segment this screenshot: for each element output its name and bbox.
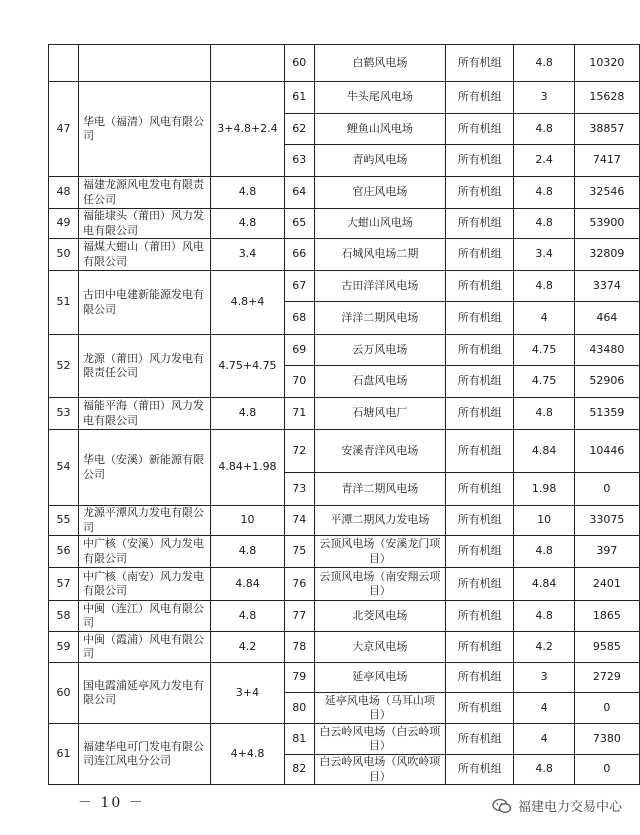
capacity-cell: 4+4.8 xyxy=(211,724,284,785)
station-capacity-cell: 4.8 xyxy=(514,536,574,568)
energy-value-cell: 0 xyxy=(574,693,639,724)
company-serial-cell: 57 xyxy=(49,568,79,601)
station-name-cell: 云顶风电场（安溪龙门项目） xyxy=(314,536,445,568)
unit-scope-cell: 所有机组 xyxy=(446,663,514,693)
station-name-cell: 云顶风电场（南安翔云项目） xyxy=(314,568,445,601)
station-capacity-cell: 4.75 xyxy=(514,335,574,366)
company-name-cell: 龙源（莆田）风力发电有限责任公司 xyxy=(79,335,211,398)
station-name-cell: 大蚶山风电场 xyxy=(314,209,445,239)
table-row xyxy=(49,601,640,632)
station-serial-cell: 70 xyxy=(284,366,314,398)
company-serial-cell: 53 xyxy=(49,398,79,430)
unit-scope-cell: 所有机组 xyxy=(446,473,514,506)
station-name-cell: 延亭风电场（马耳山项目） xyxy=(314,693,445,724)
station-capacity-cell: 4.2 xyxy=(514,632,574,663)
capacity-cell: 4.8 xyxy=(211,536,284,568)
station-serial-cell: 81 xyxy=(284,724,314,755)
table-body xyxy=(49,45,640,785)
company-serial-cell: 60 xyxy=(49,663,79,724)
unit-scope-cell: 所有机组 xyxy=(446,209,514,239)
station-serial-cell: 67 xyxy=(284,271,314,302)
unit-scope-cell: 所有机组 xyxy=(446,430,514,473)
company-serial-cell: 51 xyxy=(49,271,79,335)
capacity-cell: 4.8 xyxy=(211,398,284,430)
station-serial-cell: 76 xyxy=(284,568,314,601)
station-serial-cell: 69 xyxy=(284,335,314,366)
station-capacity-cell: 4.84 xyxy=(514,430,574,473)
energy-value-cell: 1865 xyxy=(574,601,639,632)
energy-value-cell: 7380 xyxy=(574,724,639,755)
station-serial-cell: 63 xyxy=(284,145,314,177)
unit-scope-cell: 所有机组 xyxy=(446,755,514,785)
station-name-cell: 平潭二期风力发电场 xyxy=(314,506,445,536)
company-serial-cell: 52 xyxy=(49,335,79,398)
capacity-cell: 4.8+4 xyxy=(211,271,284,335)
table-row xyxy=(49,209,640,239)
company-serial-cell: 55 xyxy=(49,506,79,536)
table-row xyxy=(49,430,640,473)
station-capacity-cell: 4.8 xyxy=(514,755,574,785)
company-name-cell: 龙源平潭风力发电有限公司 xyxy=(79,506,211,536)
capacity-cell xyxy=(211,45,284,82)
station-serial-cell: 66 xyxy=(284,239,314,271)
company-name-cell: 华电（安溪）新能源有限公司 xyxy=(79,430,211,506)
unit-scope-cell: 所有机组 xyxy=(446,366,514,398)
company-name-cell: 中闽（连江）风电有限公司 xyxy=(79,601,211,632)
table-row xyxy=(49,398,640,430)
station-name-cell: 白云岭风电场（风吹岭项目） xyxy=(314,755,445,785)
capacity-cell: 3+4.8+2.4 xyxy=(211,82,284,177)
capacity-cell: 4.84+1.98 xyxy=(211,430,284,506)
station-name-cell: 官庄风电场 xyxy=(314,177,445,209)
table-row xyxy=(49,568,640,601)
energy-value-cell: 7417 xyxy=(574,145,639,177)
station-name-cell: 鲤鱼山风电场 xyxy=(314,114,445,145)
station-name-cell: 延亭风电场 xyxy=(314,663,445,693)
station-capacity-cell: 2.4 xyxy=(514,145,574,177)
unit-scope-cell: 所有机组 xyxy=(446,724,514,755)
unit-scope-cell: 所有机组 xyxy=(446,82,514,114)
station-capacity-cell: 4.8 xyxy=(514,45,574,82)
station-capacity-cell: 4.8 xyxy=(514,209,574,239)
station-capacity-cell: 3 xyxy=(514,663,574,693)
company-serial-cell: 59 xyxy=(49,632,79,663)
capacity-cell: 4.8 xyxy=(211,209,284,239)
company-name-cell: 中闽（霞浦）风电有限公司 xyxy=(79,632,211,663)
station-name-cell: 大京风电场 xyxy=(314,632,445,663)
station-serial-cell: 75 xyxy=(284,536,314,568)
station-serial-cell: 74 xyxy=(284,506,314,536)
watermark xyxy=(492,796,622,815)
capacity-cell: 3+4 xyxy=(211,663,284,724)
station-capacity-cell: 4.8 xyxy=(514,601,574,632)
station-capacity-cell: 3.4 xyxy=(514,239,574,271)
unit-scope-cell: 所有机组 xyxy=(446,632,514,663)
energy-value-cell: 2729 xyxy=(574,663,639,693)
unit-scope-cell: 所有机组 xyxy=(446,45,514,82)
wechat-icon xyxy=(492,798,512,814)
capacity-cell: 4.2 xyxy=(211,632,284,663)
table-row xyxy=(49,632,640,663)
company-serial-cell: 61 xyxy=(49,724,79,785)
station-capacity-cell: 4 xyxy=(514,302,574,335)
company-serial-cell: 47 xyxy=(49,82,79,177)
station-capacity-cell: 4.8 xyxy=(514,271,574,302)
unit-scope-cell: 所有机组 xyxy=(446,302,514,335)
energy-value-cell: 32546 xyxy=(574,177,639,209)
station-capacity-cell: 1.98 xyxy=(514,473,574,506)
station-serial-cell: 71 xyxy=(284,398,314,430)
unit-scope-cell: 所有机组 xyxy=(446,601,514,632)
capacity-cell: 4.8 xyxy=(211,177,284,209)
station-capacity-cell: 4.8 xyxy=(514,177,574,209)
station-serial-cell: 77 xyxy=(284,601,314,632)
energy-value-cell: 10446 xyxy=(574,430,639,473)
energy-value-cell: 51359 xyxy=(574,398,639,430)
station-name-cell: 石盘风电场 xyxy=(314,366,445,398)
station-capacity-cell: 4 xyxy=(514,724,574,755)
station-name-cell: 云万风电场 xyxy=(314,335,445,366)
energy-value-cell: 32809 xyxy=(574,239,639,271)
energy-value-cell: 0 xyxy=(574,473,639,506)
table-row xyxy=(49,239,640,271)
station-capacity-cell: 4.8 xyxy=(514,114,574,145)
energy-value-cell: 2401 xyxy=(574,568,639,601)
station-capacity-cell: 4.75 xyxy=(514,366,574,398)
station-name-cell: 白云岭风电场（白云岭项目） xyxy=(314,724,445,755)
station-serial-cell: 64 xyxy=(284,177,314,209)
energy-value-cell: 464 xyxy=(574,302,639,335)
table-row xyxy=(49,82,640,114)
station-serial-cell: 73 xyxy=(284,473,314,506)
capacity-cell: 4.75+4.75 xyxy=(211,335,284,398)
energy-value-cell: 53900 xyxy=(574,209,639,239)
table-row xyxy=(49,663,640,693)
company-serial-cell xyxy=(49,45,79,82)
company-name-cell: 中广核（南安）风力发电有限公司 xyxy=(79,568,211,601)
station-name-cell: 牛头尾风电场 xyxy=(314,82,445,114)
unit-scope-cell: 所有机组 xyxy=(446,398,514,430)
wind-farm-table xyxy=(48,44,640,785)
unit-scope-cell: 所有机组 xyxy=(446,239,514,271)
station-name-cell: 青屿风电场 xyxy=(314,145,445,177)
company-name-cell: 华电（福清）风电有限公司 xyxy=(79,82,211,177)
company-name-cell: 中广核（安溪）风力发电有限公司 xyxy=(79,536,211,568)
unit-scope-cell: 所有机组 xyxy=(446,693,514,724)
station-name-cell: 青洋二期风电场 xyxy=(314,473,445,506)
unit-scope-cell: 所有机组 xyxy=(446,506,514,536)
unit-scope-cell: 所有机组 xyxy=(446,568,514,601)
table-row xyxy=(49,271,640,302)
energy-value-cell: 9585 xyxy=(574,632,639,663)
station-name-cell: 石塘风电厂 xyxy=(314,398,445,430)
capacity-cell: 4.84 xyxy=(211,568,284,601)
capacity-cell: 3.4 xyxy=(211,239,284,271)
energy-value-cell: 33075 xyxy=(574,506,639,536)
energy-value-cell: 0 xyxy=(574,755,639,785)
company-name-cell: 福建华电可门发电有限公司连江风电分公司 xyxy=(79,724,211,785)
station-serial-cell: 72 xyxy=(284,430,314,473)
company-serial-cell: 54 xyxy=(49,430,79,506)
company-serial-cell: 58 xyxy=(49,601,79,632)
unit-scope-cell: 所有机组 xyxy=(446,114,514,145)
company-serial-cell: 49 xyxy=(49,209,79,239)
station-name-cell: 白鹤风电场 xyxy=(314,45,445,82)
capacity-cell: 4.8 xyxy=(211,601,284,632)
energy-value-cell: 52906 xyxy=(574,366,639,398)
station-name-cell: 安溪青洋风电场 xyxy=(314,430,445,473)
energy-value-cell: 38857 xyxy=(574,114,639,145)
station-name-cell: 石城风电场二期 xyxy=(314,239,445,271)
unit-scope-cell: 所有机组 xyxy=(446,177,514,209)
energy-value-cell: 15628 xyxy=(574,82,639,114)
station-capacity-cell: 10 xyxy=(514,506,574,536)
station-serial-cell: 68 xyxy=(284,302,314,335)
table-row xyxy=(49,506,640,536)
table-row xyxy=(49,45,640,82)
station-serial-cell: 78 xyxy=(284,632,314,663)
company-name-cell xyxy=(79,45,211,82)
energy-value-cell: 43480 xyxy=(574,335,639,366)
station-capacity-cell: 4.8 xyxy=(514,398,574,430)
station-capacity-cell: 4.84 xyxy=(514,568,574,601)
energy-value-cell: 397 xyxy=(574,536,639,568)
station-serial-cell: 65 xyxy=(284,209,314,239)
station-name-cell: 洋洋二期风电场 xyxy=(314,302,445,335)
unit-scope-cell: 所有机组 xyxy=(446,271,514,302)
company-serial-cell: 56 xyxy=(49,536,79,568)
unit-scope-cell: 所有机组 xyxy=(446,536,514,568)
unit-scope-cell: 所有机组 xyxy=(446,335,514,366)
table-row xyxy=(49,724,640,755)
company-name-cell: 国电霞浦延亭风力发电有限公司 xyxy=(79,663,211,724)
watermark-text: 福建电力交易中心 xyxy=(517,800,622,815)
company-serial-cell: 50 xyxy=(49,239,79,271)
company-name-cell: 福煤大蚶山（莆田）风电有限公司 xyxy=(79,239,211,271)
station-serial-cell: 80 xyxy=(284,693,314,724)
station-serial-cell: 60 xyxy=(284,45,314,82)
station-name-cell: 古田洋洋风电场 xyxy=(314,271,445,302)
capacity-cell: 10 xyxy=(211,506,284,536)
company-name-cell: 福能平海（莆田）风力发电有限公司 xyxy=(79,398,211,430)
energy-value-cell: 3374 xyxy=(574,271,639,302)
company-name-cell: 福建龙源风电发电有限责任公司 xyxy=(79,177,211,209)
station-capacity-cell: 3 xyxy=(514,82,574,114)
table-row xyxy=(49,335,640,366)
company-name-cell: 福能埭头（莆田）风力发电有限公司 xyxy=(79,209,211,239)
station-serial-cell: 79 xyxy=(284,663,314,693)
table-row xyxy=(49,177,640,209)
station-name-cell: 北茭风电场 xyxy=(314,601,445,632)
station-serial-cell: 62 xyxy=(284,114,314,145)
company-serial-cell: 48 xyxy=(49,177,79,209)
energy-value-cell: 10320 xyxy=(574,45,639,82)
station-serial-cell: 82 xyxy=(284,755,314,785)
station-serial-cell: 61 xyxy=(284,82,314,114)
table-row xyxy=(49,536,640,568)
station-capacity-cell: 4 xyxy=(514,693,574,724)
page-number: － 10 － xyxy=(78,795,145,811)
unit-scope-cell: 所有机组 xyxy=(446,145,514,177)
company-name-cell: 古田中电建新能源发电有限公司 xyxy=(79,271,211,335)
